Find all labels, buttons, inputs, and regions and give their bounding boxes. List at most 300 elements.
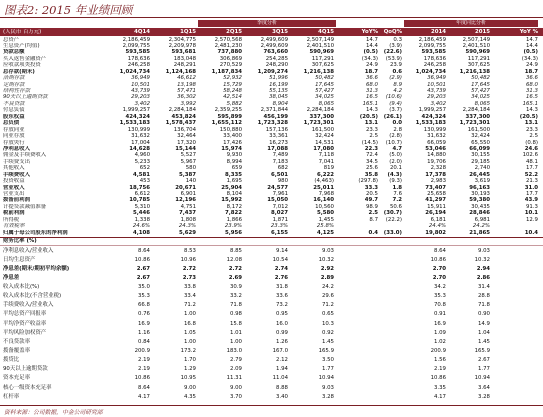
cell: 33.2: [229, 293, 242, 300]
cell: (34.3): [361, 55, 378, 62]
cell: 593,585: [125, 49, 150, 56]
cell: 34,025: [315, 94, 334, 101]
cell: 12,196: [175, 197, 196, 204]
cell: 9.00: [229, 384, 242, 391]
cell: (4,463): [314, 178, 334, 185]
cell: 21,865: [469, 229, 490, 236]
cell: 2,401,510: [306, 42, 334, 49]
cell: 65,550: [471, 139, 490, 146]
cell: 24,577: [267, 184, 288, 191]
row-label: 净息差: [3, 274, 20, 281]
cell: 8,065: [474, 100, 490, 107]
cell: 26,194: [425, 210, 446, 217]
footer-divider: [0, 405, 543, 406]
cell: 2,499,609: [260, 36, 288, 43]
cell: 1,723,328: [257, 120, 288, 127]
cell: 32,424: [471, 133, 490, 140]
cell: 0.65: [321, 311, 334, 318]
cell: 2.19: [433, 366, 446, 373]
source-note: 资料来源：公司数据，中金公司研究部: [4, 410, 103, 416]
cell: 8.88: [275, 384, 288, 391]
row-label: 不良贷款率: [3, 338, 30, 345]
row-label: 净利息收入/营业收入: [3, 247, 54, 254]
cell: 2,983: [430, 178, 446, 185]
col-header: 2015: [474, 28, 490, 35]
table-row: [0, 265, 543, 274]
cell: 0.3: [393, 36, 402, 43]
cell: 41,297: [425, 197, 446, 204]
cell: 167.0: [272, 348, 288, 355]
cell: 52,932: [223, 75, 242, 82]
cell: 3.40: [275, 393, 288, 400]
col-header: 4Q14: [134, 28, 150, 35]
cell: 1.05: [183, 329, 196, 336]
cell: 24.6: [524, 145, 538, 152]
row-label: 收入成本比(不含营业税): [3, 293, 62, 300]
cell: 2,359,255: [214, 107, 242, 114]
row-label: 核心一级资本充足率: [3, 384, 52, 391]
row-label: 存放央行: [3, 139, 25, 146]
cell: 50,482: [315, 75, 334, 82]
row-label: 拨备覆盖率: [3, 348, 30, 355]
row-label: 税前利润: [3, 210, 25, 217]
cell: 10,501: [131, 81, 150, 88]
cell: 0.76: [137, 311, 150, 318]
cell: 71.8: [477, 302, 490, 309]
cell: 32,424: [315, 133, 334, 140]
cell: 7,968: [318, 191, 334, 197]
cell: 2,099,755: [122, 42, 150, 49]
cell: 2.89: [320, 274, 334, 281]
cell: 14,531: [315, 139, 334, 146]
cell: 13.1: [524, 120, 538, 127]
cell: 2,499,609: [260, 42, 288, 49]
cell: 2,186,459: [418, 36, 446, 43]
cell: 165.1: [522, 100, 538, 107]
cell: 91.3: [525, 203, 538, 210]
cell: (2.8): [389, 133, 402, 140]
cell: 337,300: [465, 113, 490, 120]
cell: 8,104: [226, 191, 242, 197]
cell: 3,402: [430, 100, 446, 107]
cell: 0.98: [229, 311, 242, 318]
cell: 7,118: [318, 152, 334, 159]
table-row: [0, 356, 543, 365]
table-row: [0, 329, 543, 338]
cell: 0.95: [275, 311, 288, 318]
row-label: 90天以上逾期贷款: [3, 366, 48, 373]
cell: 2.5: [368, 210, 378, 217]
cell: 25.8%: [316, 223, 334, 230]
cell: 13.1: [364, 120, 378, 127]
cell: 28.8: [477, 293, 490, 300]
cell: 1,578,437: [165, 120, 196, 127]
cell: 200.9: [134, 348, 150, 355]
cell: 5,629: [178, 229, 196, 236]
table-row: [0, 247, 543, 256]
cell: 2.67: [136, 265, 150, 272]
cell: 31,632: [427, 133, 446, 140]
cell: 0.91: [433, 311, 446, 318]
table-row: [0, 283, 543, 292]
cell: 12.9: [525, 216, 538, 223]
cell: 17.7: [525, 165, 538, 172]
cell: 1.94: [275, 366, 288, 373]
cell: 19,706: [427, 158, 446, 165]
row-label: 买入返售金融资产: [3, 55, 47, 62]
cell: 5,882: [226, 100, 242, 107]
cell: 29,203: [427, 94, 446, 101]
ratio-table: [0, 247, 543, 402]
cell: 66,099: [469, 145, 490, 152]
cell: 36,302: [177, 94, 196, 101]
cell: 4.17: [137, 393, 150, 400]
row-label: 总资产: [3, 36, 20, 43]
cell: 2.73: [182, 274, 196, 281]
cell: 24.2: [321, 284, 334, 291]
cell: 33,400: [223, 133, 242, 140]
cell: 7,822: [224, 210, 242, 217]
cell: (0.5): [523, 49, 538, 56]
cell: 8.7: [369, 216, 378, 223]
cell: 130,999: [423, 126, 446, 133]
cell: 50.6: [389, 203, 402, 210]
cell: 4,108: [132, 229, 150, 236]
cell: 3.28: [477, 393, 490, 400]
header-row: [0, 29, 543, 36]
cell: 424,324: [421, 113, 446, 120]
cell: 5,233: [134, 158, 150, 165]
cell: 161,500: [311, 126, 334, 133]
cell: 5,967: [180, 158, 196, 165]
cell: 35.8: [364, 171, 378, 178]
cell: 1.8: [392, 184, 402, 191]
cell: 8,335: [224, 171, 242, 178]
cell: 3.28: [321, 393, 334, 400]
cell: (30.7): [383, 210, 402, 217]
cell: 4.17: [433, 393, 446, 400]
cell: 737,880: [217, 49, 242, 56]
cell: 17.7: [525, 191, 538, 197]
cell: 8.64: [433, 247, 446, 254]
cell: 10.86: [430, 375, 446, 382]
row-label: 归属于母公司股东的净利润: [3, 229, 68, 236]
cell: 580: [185, 165, 196, 172]
cell: 9.03: [321, 384, 334, 391]
cell: 24.9: [525, 62, 538, 69]
row-label: 其他收入: [3, 165, 25, 172]
cell: 17,088: [267, 145, 288, 152]
cell: 4,960: [134, 152, 150, 159]
cell: 117,291: [467, 55, 490, 62]
cell: 72.4: [365, 152, 378, 159]
cell: 10.1: [524, 210, 538, 217]
cell: 1.26: [275, 338, 288, 345]
cell: 25,904: [221, 184, 242, 191]
cell: 2,284,184: [306, 107, 334, 114]
cell: (10.6): [385, 94, 402, 101]
cell: 66,059: [427, 139, 446, 146]
cell: 337,300: [309, 113, 334, 120]
cell: 682: [277, 165, 288, 172]
cell: 23.9%: [224, 223, 242, 230]
cell: 8.85: [229, 247, 242, 254]
cell: 2.92: [320, 265, 334, 272]
cell: 10.32: [318, 256, 334, 263]
cell: 51,996: [269, 75, 288, 82]
cell: 26,445: [469, 171, 490, 178]
cell: 1.77: [477, 366, 490, 373]
income-balance-table: [0, 37, 543, 237]
cell: 7,489: [272, 152, 288, 159]
row-label: 股东权益: [3, 113, 25, 120]
cell: 14.7: [365, 36, 378, 43]
cell: (22.6): [383, 49, 402, 56]
cell: 2,401,510: [462, 42, 490, 49]
cell: 1.00: [183, 338, 196, 345]
cell: 4,581: [132, 171, 150, 178]
row-label: 存放同业: [3, 126, 25, 133]
cell: 33,361: [269, 133, 288, 140]
segment-annual-label: 年度同比分析: [404, 20, 538, 27]
cell: 1.00: [183, 311, 196, 318]
cell: 1,533,183: [415, 120, 446, 127]
cell: (3.9): [389, 42, 402, 49]
cell: 3,992: [180, 100, 196, 107]
cell: 1,124,168: [165, 68, 196, 75]
cell: (26.1): [383, 113, 402, 120]
row-label: 手续费支出: [3, 158, 30, 165]
cell: 35.0: [137, 284, 150, 291]
cell: (2.0): [389, 158, 402, 165]
cell: 10,785: [129, 197, 150, 204]
row-label: 结构性存款: [3, 88, 30, 94]
cell: 165.9: [474, 348, 490, 355]
cell: 68.0: [525, 81, 538, 88]
cell: 1,187,834: [211, 68, 242, 75]
cell: 10.86: [134, 256, 150, 263]
cell: 0.84: [137, 338, 150, 345]
cell: 246,258: [127, 62, 150, 69]
cell: 2.19: [137, 357, 150, 364]
cell: 25.6: [365, 165, 378, 172]
cell: 0.0: [392, 120, 402, 127]
cell: 593,585: [421, 49, 446, 56]
cell: 8.9: [393, 81, 402, 88]
cell: (20.5): [519, 113, 538, 120]
cell: 36,949: [427, 75, 446, 82]
cell: 7,961: [272, 191, 288, 197]
cell: 38,045: [269, 94, 288, 101]
cell: 1.70: [183, 357, 196, 364]
cell: 31.0: [524, 184, 538, 191]
col-header: 4Q15: [318, 28, 334, 35]
cell: 2.69: [228, 274, 242, 281]
cell: 0.92: [321, 329, 334, 336]
cell: (10.7): [385, 139, 402, 146]
cell: 5,310: [134, 203, 150, 210]
cell: 2.72: [228, 265, 242, 272]
cell: 2.67: [136, 274, 150, 281]
cell: 453: [139, 178, 150, 185]
column-header: [0, 29, 543, 36]
table-row: [0, 338, 543, 347]
cell: 5,527: [180, 152, 196, 159]
cell: 25,011: [313, 184, 334, 191]
row-label: 总存款(期末): [3, 68, 35, 75]
row-label: 营业收入: [3, 184, 25, 191]
cell: 140: [185, 178, 196, 185]
cell: 29,185: [471, 158, 490, 165]
cell: 71.2: [321, 302, 334, 309]
ratio-section-label: 财务比率 (%): [3, 238, 37, 244]
cell: 15,974: [221, 145, 242, 152]
row-label: 应收款项类投资: [3, 62, 41, 69]
row-label: 不良贷款: [3, 100, 25, 107]
cell: 34.5: [365, 158, 378, 165]
cell: 2,186,459: [122, 36, 150, 43]
cell: 980: [277, 178, 288, 185]
cell: 16.9: [433, 320, 446, 327]
cell: 70.8: [433, 302, 446, 309]
cell: 31.3: [365, 88, 378, 94]
cell: 5,446: [132, 210, 150, 217]
cell: 2.5: [369, 133, 378, 140]
cell: 102.6: [522, 152, 538, 159]
cell: 23.3: [525, 126, 538, 133]
cell: 20.5: [365, 191, 378, 197]
cell: 2,570,568: [214, 36, 242, 43]
cell: 30,155: [471, 152, 490, 159]
cell: 50,482: [471, 75, 490, 82]
cell: 15.8: [229, 320, 242, 327]
cell: 14.3: [365, 107, 378, 114]
cell: 18.7: [524, 68, 538, 75]
row-label: 付息负债: [3, 107, 25, 114]
cell: 16.0: [275, 320, 288, 327]
cell: 2,507,149: [462, 36, 490, 43]
row-label: 生息资产(均值): [3, 42, 40, 49]
cell: 1,655,112: [211, 120, 242, 127]
cell: 36.6: [525, 75, 538, 82]
cell: (22.2): [385, 216, 402, 223]
cell: 819: [323, 165, 334, 172]
cell: 456,199: [263, 113, 288, 120]
cell: 0.6: [392, 68, 402, 75]
cell: 49.7: [364, 197, 378, 204]
cell: 3.70: [229, 393, 242, 400]
cell: 0.90: [477, 311, 490, 318]
cell: 8,904: [272, 100, 288, 107]
row-label: 资本充足率: [3, 375, 30, 382]
cell: 1,533,183: [119, 120, 150, 127]
table-row: [0, 230, 543, 236]
cell: 10.86: [134, 375, 150, 382]
cell: 8,172: [226, 203, 242, 210]
cell: 14.4: [365, 42, 378, 49]
cell: 73.2: [275, 302, 288, 309]
cell: 1,338: [134, 216, 150, 223]
cell: 11.04: [272, 375, 288, 382]
cell: 2.74: [274, 265, 288, 272]
cell: 53,046: [425, 145, 446, 152]
cell: 31.4: [477, 284, 490, 291]
cell: 200.9: [430, 348, 446, 355]
cell: 30,435: [471, 203, 490, 210]
cell: 8.64: [137, 247, 150, 254]
cell: 590,969: [309, 49, 334, 56]
cell: 33.6: [275, 293, 288, 300]
cell: 2,507,149: [306, 36, 334, 43]
cell: 2.12: [275, 357, 288, 364]
cell: 42,514: [223, 94, 242, 101]
col-header: 2014: [430, 28, 446, 35]
cell: 1.45: [321, 338, 334, 345]
col-header: YoY%: [361, 28, 378, 35]
cell: 3.64: [477, 384, 490, 391]
cell: 3,619: [474, 178, 490, 185]
cell: 1,024,734: [119, 68, 150, 75]
cell: 3.50: [321, 357, 334, 364]
cell: 57,427: [315, 88, 334, 94]
row-label: 日均生息资产: [3, 256, 36, 263]
row-label: 计提贷款减值准备: [3, 203, 47, 210]
cell: 7,012: [272, 203, 288, 210]
cell: 8.64: [137, 384, 150, 391]
table-row: [0, 292, 543, 301]
cell: 1.02: [433, 338, 446, 345]
cell: 6,981: [474, 216, 490, 223]
cell: 21.3: [525, 178, 538, 185]
cell: 17,004: [131, 139, 150, 146]
cell: 2.5: [529, 133, 538, 140]
row-label: 90天以上逾期贷款: [3, 94, 48, 101]
cell: 2.19: [137, 366, 150, 373]
cell: 10,501: [427, 81, 446, 88]
cell: 13,198: [177, 81, 196, 88]
cell: 25,658: [427, 191, 446, 197]
cell: 20.1: [389, 165, 402, 172]
col-header: 2Q15: [226, 28, 242, 35]
cell: 16.5: [365, 94, 378, 101]
cell: 593,681: [171, 49, 196, 56]
table-row: [0, 374, 543, 383]
cell: 16,273: [269, 139, 288, 146]
cell: 14.9: [477, 320, 490, 327]
cell: 71.8: [229, 302, 242, 309]
cell: 10.94: [318, 375, 334, 382]
cell: 12.08: [226, 256, 242, 263]
cell: 4.7: [392, 145, 402, 152]
cell: 43,739: [131, 88, 150, 94]
cell: 8,065: [318, 100, 334, 107]
row-label: 净息差(期末/期初平均余额): [3, 265, 70, 272]
cell: 178,636: [127, 55, 150, 62]
cell: 15,992: [221, 197, 242, 204]
cell: 0.4: [368, 229, 378, 236]
cell: 33.8: [183, 284, 196, 291]
cell: 7,041: [318, 158, 334, 165]
cell: 2.76: [274, 274, 288, 281]
unit-label: (人民币 百万元): [3, 28, 42, 35]
table-row: [0, 310, 543, 319]
cell: 22.3: [364, 145, 378, 152]
section-title-row: [0, 238, 543, 244]
cell: 7.2: [392, 197, 402, 204]
cell: 68.0: [365, 81, 378, 88]
cell: 2.67: [477, 357, 490, 364]
cell: 5,956: [224, 229, 242, 236]
